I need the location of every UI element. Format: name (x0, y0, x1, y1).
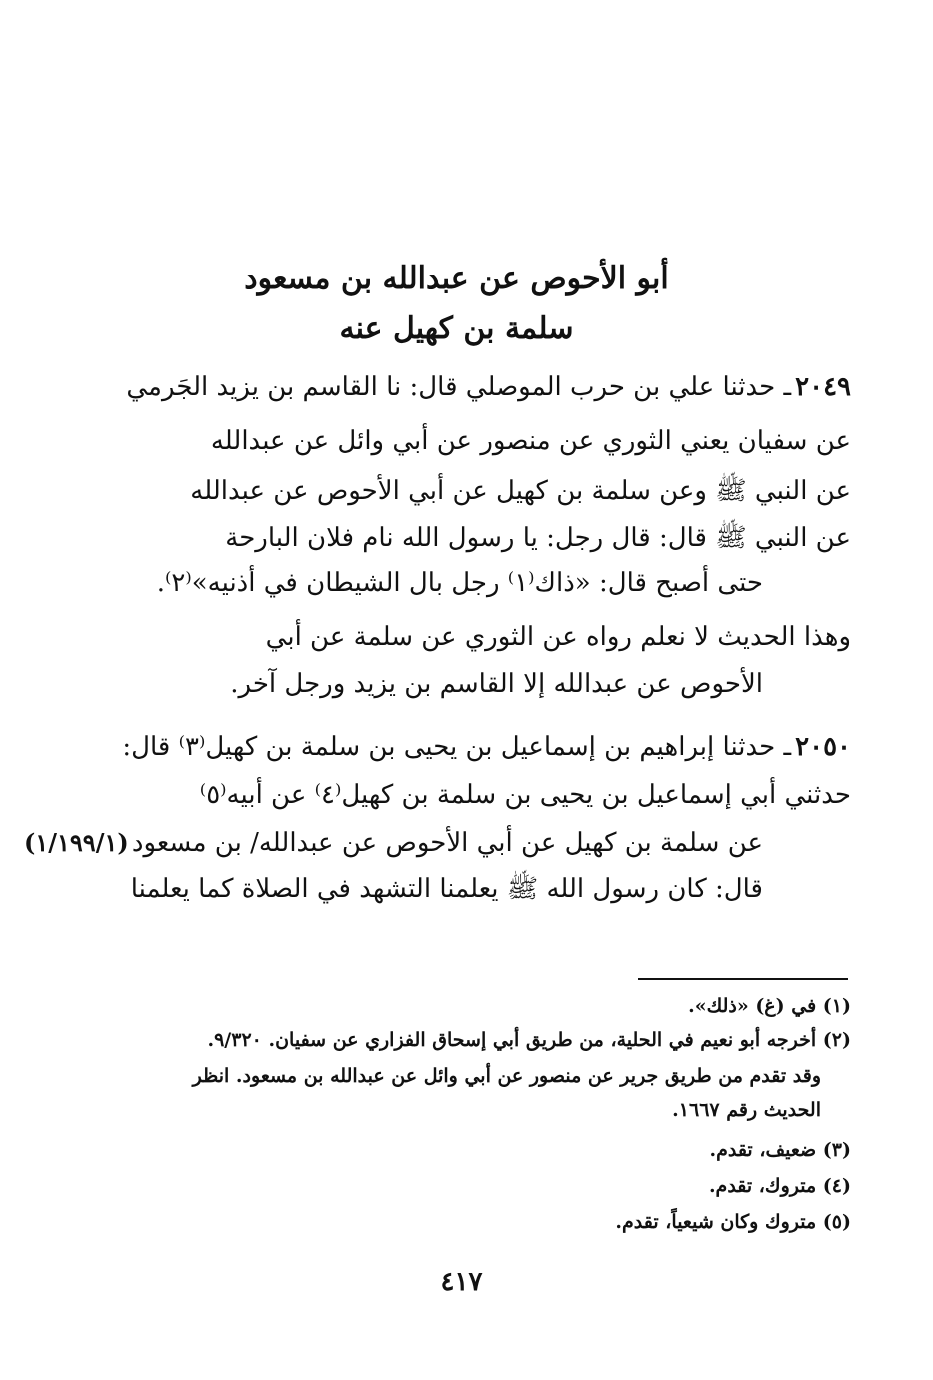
hadith-2050-line-4: قال: كان رسول الله ﷺ يعلمنا التشهد في الصلاة كما يعلمنا (130, 874, 763, 904)
hadith-2050-line-1 (122, 724, 851, 770)
footnote-3: (٣) ضعيف، تقدم. (709, 1139, 851, 1161)
chapter-subtitle: سلمة بن كهيل عنه (339, 311, 574, 346)
margin-reference: (١/١٩٩/١) (24, 828, 129, 857)
commentary-line-2: الأحوص عن عبدالله إلا القاسم بن يزيد ورجل آخر. (230, 669, 763, 699)
hadith-2049-line-1 (126, 364, 851, 410)
footnote-4: (٤) متروك، تقدم. (708, 1175, 851, 1197)
footnote-1: (١) في (غ) «ذلك». (688, 995, 851, 1017)
footnote-2-cont-2: الحديث رقم ١٦٦٧. (672, 1099, 821, 1121)
hadith-2050-line-3: عن سلمة بن كهيل عن أبي الأحوص عن عبدالله/ بن مسعود (131, 828, 763, 858)
footnote-separator (638, 978, 848, 980)
hadith-2050-line-2: حدثني أبي إسماعيل بن يحيى بن سلمة بن كهيل⁽٤⁾ عن أبيه⁽٥⁾ (199, 780, 851, 810)
footnote-2: (٢) أخرجه أبو نعيم في الحلية، من طريق أبي إسحاق الفزاري عن سفيان. ٩/٣٢٠. (207, 1029, 851, 1051)
hadith-2049-line-2: عن سفيان يعني الثوري عن منصور عن أبي وائل عن عبدالله (210, 426, 851, 456)
hadith-number: ٢٠٥٠ (795, 732, 851, 762)
hadith-text: ـ حدثنا إبراهيم بن إسماعيل بن يحيى بن سلمة بن كهيل⁽٣⁾ قال: (122, 732, 792, 762)
hadith-2049-line-3: عن النبي ﷺ وعن سلمة بن كهيل عن أبي الأحوص عن عبدالله (190, 476, 851, 506)
footnote-2-cont-1: وقد تقدم من طريق جرير عن منصور عن أبي وائل عن عبدالله بن مسعود. انظر (192, 1065, 821, 1087)
hadith-number: ٢٠٤٩ (795, 372, 851, 402)
footnote-5: (٥) متروك وكان شيعياً، تقدم. (615, 1211, 851, 1233)
hadith-2049-line-5: حتى أصبح قال: «ذاك⁽١⁾ رجل بال الشيطان في أذنيه»⁽٢⁾. (156, 568, 763, 598)
hadith-2049-line-4: عن النبي ﷺ قال: قال رجل: يا رسول الله نام فلان البارحة (225, 523, 851, 553)
chapter-title: أبو الأحوص عن عبدالله بن مسعود (244, 261, 669, 296)
hadith-text: ـ حدثنا علي بن حرب الموصلي قال: نا القاسم بن يزيد الجَرمي (126, 372, 792, 402)
page-number: ٤١٧ (440, 1267, 483, 1297)
commentary-line-1: وهذا الحديث لا نعلم رواه عن الثوري عن سلمة عن أبي (265, 622, 851, 652)
